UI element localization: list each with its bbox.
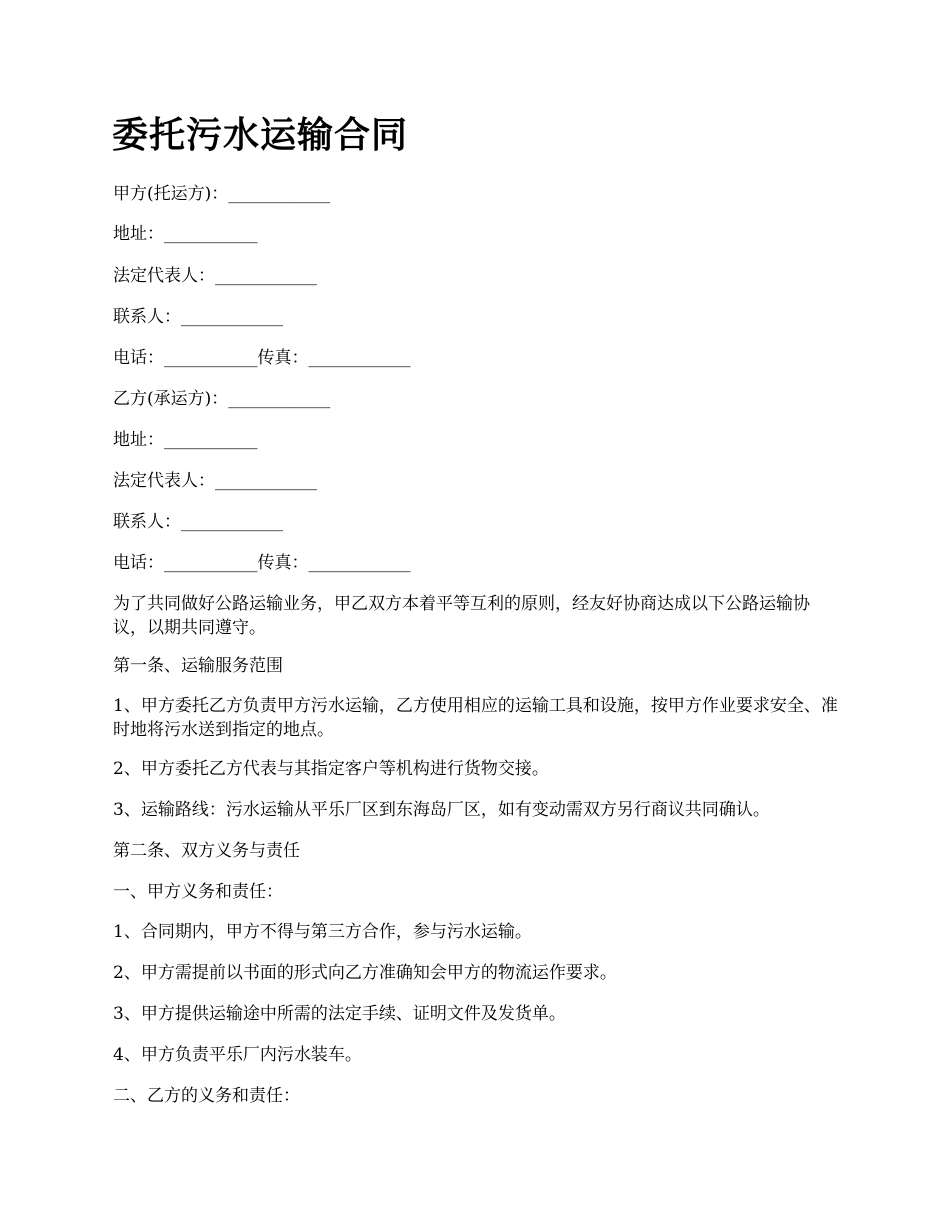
party-a-duty-item: 4、甲方负责平乐厂内污水装车。: [113, 1045, 362, 1065]
party-a-duty-item: 1、合同期内，甲方不得与第三方合作，参与污水运输。: [113, 922, 532, 942]
article-2-heading: 第二条、双方义务与责任: [113, 841, 300, 861]
party-a-duties-heading: 一、甲方义务和责任：: [113, 882, 283, 902]
party-a-name-line: 甲方(托运方)：____________: [113, 184, 331, 204]
article-1-item: 2、甲方委托乙方代表与其指定客户等机构进行货物交接。: [113, 759, 549, 779]
party-b-name-line: 乙方(承运方)：____________: [113, 389, 331, 409]
intro-paragraph: 为了共同做好公路运输业务，甲乙双方本着平等互利的原则，经友好协商达成以下公路运输协议，以期共同遵守。: [113, 594, 810, 638]
party-a-legal-rep-line: 法定代表人：____________: [113, 266, 317, 286]
party-a-duty-item: 3、甲方提供运输途中所需的法定手续、证明文件及发货单。: [113, 1004, 566, 1024]
article-1-heading: 第一条、运输服务范围: [113, 656, 283, 676]
party-a-phone-fax-line: 电话：___________传真：____________: [113, 348, 411, 368]
document-title: 委托污水运输合同: [112, 115, 409, 156]
party-b-phone-fax-line: 电话：___________传真：____________: [113, 553, 411, 573]
party-a-duty-item: 2、甲方需提前以书面的形式向乙方准确知会甲方的物流运作要求。: [113, 963, 617, 983]
party-a-contact-line: 联系人：____________: [113, 307, 283, 327]
party-b-contact-line: 联系人：____________: [113, 512, 283, 532]
article-1-item: 1、甲方委托乙方负责甲方污水运输，乙方使用相应的运输工具和设施，按甲方作业要求安全、准时地将污水送到指定的地点。: [113, 696, 838, 740]
party-b-legal-rep-line: 法定代表人：____________: [113, 471, 317, 491]
party-a-address-line: 地址：___________: [113, 224, 258, 244]
party-b-address-line: 地址：___________: [113, 430, 258, 450]
article-1-item: 3、运输路线：污水运输从平乐厂区到东海岛厂区，如有变动需双方另行商议共同确认。: [113, 800, 770, 820]
party-b-duties-heading: 二、乙方的义务和责任：: [113, 1086, 300, 1106]
